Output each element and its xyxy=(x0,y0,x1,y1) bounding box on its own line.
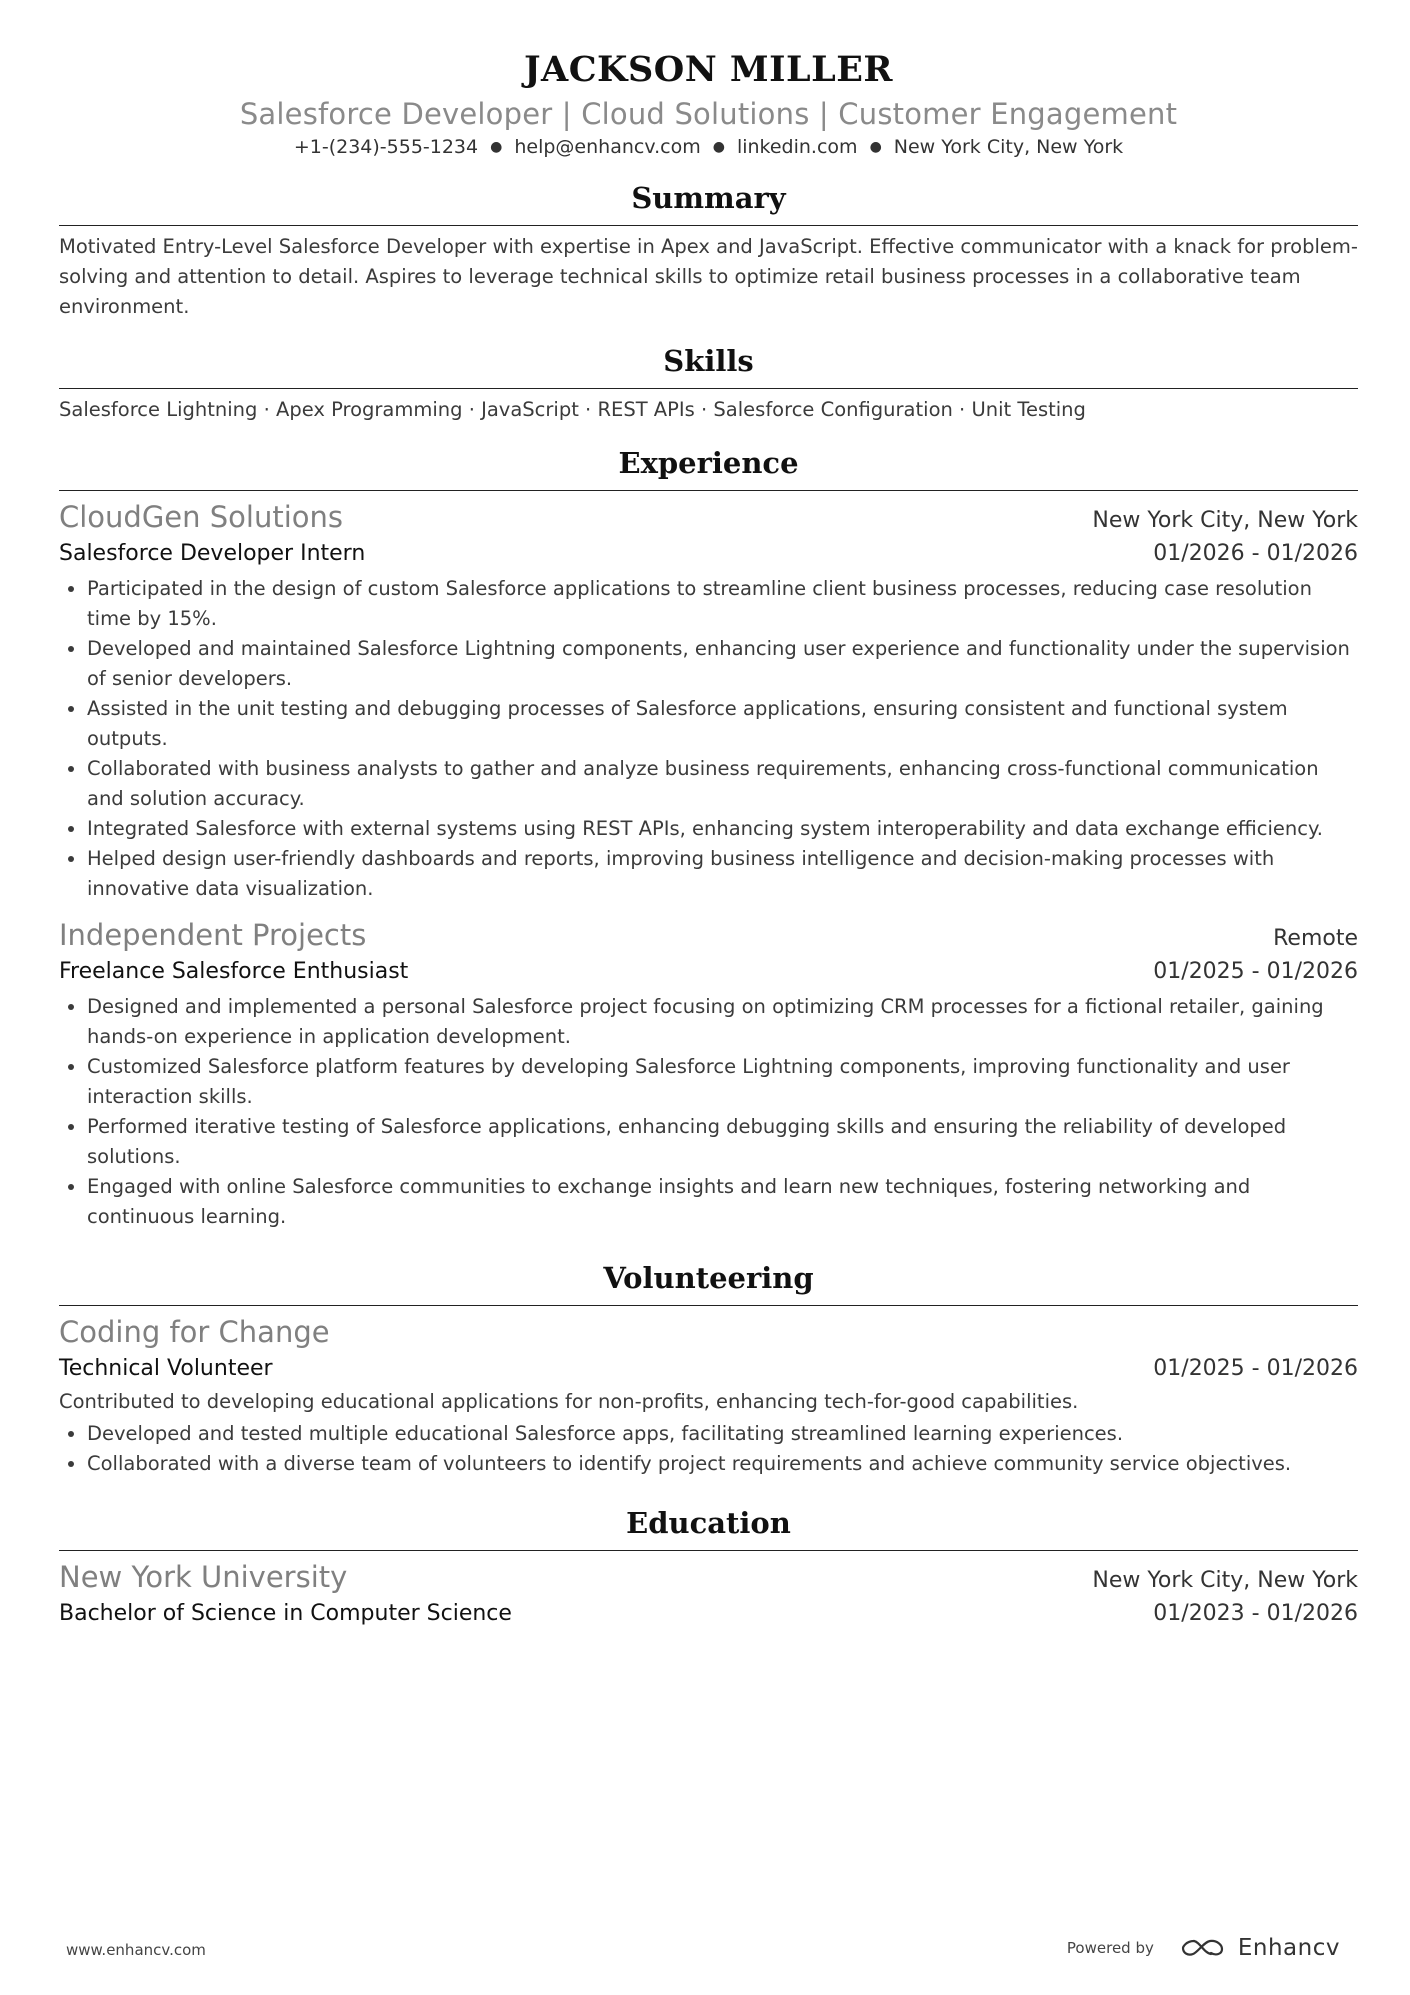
organization-name: Coding for Change xyxy=(59,1315,330,1349)
job-title: Salesforce Developer Intern xyxy=(59,541,366,566)
list-item: • Integrated Salesforce with external systems using REST APIs, enhancing system interoperability and data exchange efficiency. xyxy=(87,814,1358,844)
separator-dot: ● xyxy=(869,139,882,155)
school-location: New York City, New York xyxy=(1092,1568,1358,1593)
list-item: • Assisted in the unit testing and debugging processes of Salesforce applications, ensuring consistent and functional system outputs. xyxy=(87,694,1358,754)
education-section xyxy=(59,1505,1358,1631)
job-dates: 01/2025 - 01/2026 xyxy=(1153,959,1358,984)
volunteering-section xyxy=(59,1260,1358,1479)
job-bullets xyxy=(59,992,1358,1232)
list-item: • Engaged with online Salesforce communities to exchange insights and learn new techniques, fostering networking and continuous learning. xyxy=(87,1172,1358,1232)
footer-branding xyxy=(1067,1935,1340,1961)
section-title-experience: Experience xyxy=(59,445,1358,491)
volunteer-role: Technical Volunteer xyxy=(59,1356,273,1381)
section-title-volunteering: Volunteering xyxy=(59,1260,1358,1306)
linkedin: linkedin.com xyxy=(736,136,858,158)
list-item: • Helped design user-friendly dashboards and reports, improving business intelligence and decision-making processes with innovative data visualization. xyxy=(87,844,1358,904)
job-bullets xyxy=(59,574,1358,904)
volunteer-bullets xyxy=(59,1419,1358,1479)
list-item: • Collaborated with a diverse team of volunteers to identify project requirements and achieve community service objectives. xyxy=(87,1449,1358,1479)
section-title-summary: Summary xyxy=(59,180,1358,226)
brand-name: Enhancv xyxy=(1237,1935,1340,1961)
company-name: CloudGen Solutions xyxy=(59,500,343,534)
job-title: Freelance Salesforce Enthusiast xyxy=(59,959,409,984)
skills-text: Salesforce Lightning · Apex Programming · JavaScript · REST APIs · Salesforce Configuration · Unit Testing xyxy=(59,398,1086,421)
email: help@enhancv.com xyxy=(514,136,701,158)
degree: Bachelor of Science in Computer Science xyxy=(59,1601,512,1626)
list-item: • Developed and tested multiple educational Salesforce apps, facilitating streamlined learning experiences. xyxy=(87,1419,1358,1449)
resume-page xyxy=(59,0,1358,1631)
section-title-education: Education xyxy=(59,1505,1358,1551)
experience-section xyxy=(59,445,1358,1232)
enhancv-logo-icon xyxy=(1180,1937,1226,1959)
skills-section xyxy=(59,343,1358,425)
footer-website[interactable]: www.enhancv.com xyxy=(66,1941,206,1959)
list-item: • Developed and maintained Salesforce Lightning components, enhancing user experience and functionality under the supervision of senior developers. xyxy=(87,634,1358,694)
list-item: • Participated in the design of custom Salesforce applications to streamline client business processes, reducing case resolution time by 15%. xyxy=(87,574,1358,634)
job-entry xyxy=(59,916,1358,1232)
job-location: Remote xyxy=(1273,926,1358,951)
list-item: • Customized Salesforce platform features by developing Salesforce Lightning components, improving functionality and user interaction skills. xyxy=(87,1052,1358,1112)
headline: Salesforce Developer | Cloud Solutions | Customer Engagement xyxy=(239,97,1178,131)
powered-by-label: Powered by xyxy=(1066,1939,1154,1957)
separator-dot: ● xyxy=(712,139,725,155)
job-dates: 01/2026 - 01/2026 xyxy=(1153,541,1358,566)
job-location: New York City, New York xyxy=(1092,508,1358,533)
company-name: Independent Projects xyxy=(59,918,367,952)
section-title-skills: Skills xyxy=(59,343,1358,389)
education-dates: 01/2023 - 01/2026 xyxy=(1153,1601,1358,1626)
list-item: • Designed and implemented a personal Salesforce project focusing on optimizing CRM processes for a fictional retailer, gaining hands-on experience in application development. xyxy=(87,992,1358,1052)
phone: +1-(234)-555-1234 xyxy=(293,136,479,158)
location: New York City, New York xyxy=(893,136,1124,158)
list-item: • Collaborated with business analysts to gather and analyze business requirements, enhancing cross-functional communication and solution accuracy. xyxy=(87,754,1358,814)
job-entry xyxy=(59,498,1358,904)
volunteer-dates: 01/2025 - 01/2026 xyxy=(1153,1356,1358,1381)
summary-section xyxy=(59,180,1358,322)
summary-text: Motivated Entry-Level Salesforce Developer with expertise in Apex and JavaScript. Effective communicator with a knack for problem-solving and attention to detail. Aspires to leverage technical skills to optimize retail business processes in a collaborative team environment. xyxy=(59,235,1358,318)
contact-line xyxy=(59,134,1358,160)
candidate-name: JACKSON MILLER xyxy=(523,49,894,90)
list-item: • Performed iterative testing of Salesforce applications, enhancing debugging skills and ensuring the reliability of developed solutions. xyxy=(87,1112,1358,1172)
school-name: New York University xyxy=(59,1560,348,1594)
separator-dot: ● xyxy=(490,139,503,155)
volunteer-description: Contributed to developing educational applications for non-profits, enhancing tech-for-good capabilities. xyxy=(59,1390,1079,1413)
